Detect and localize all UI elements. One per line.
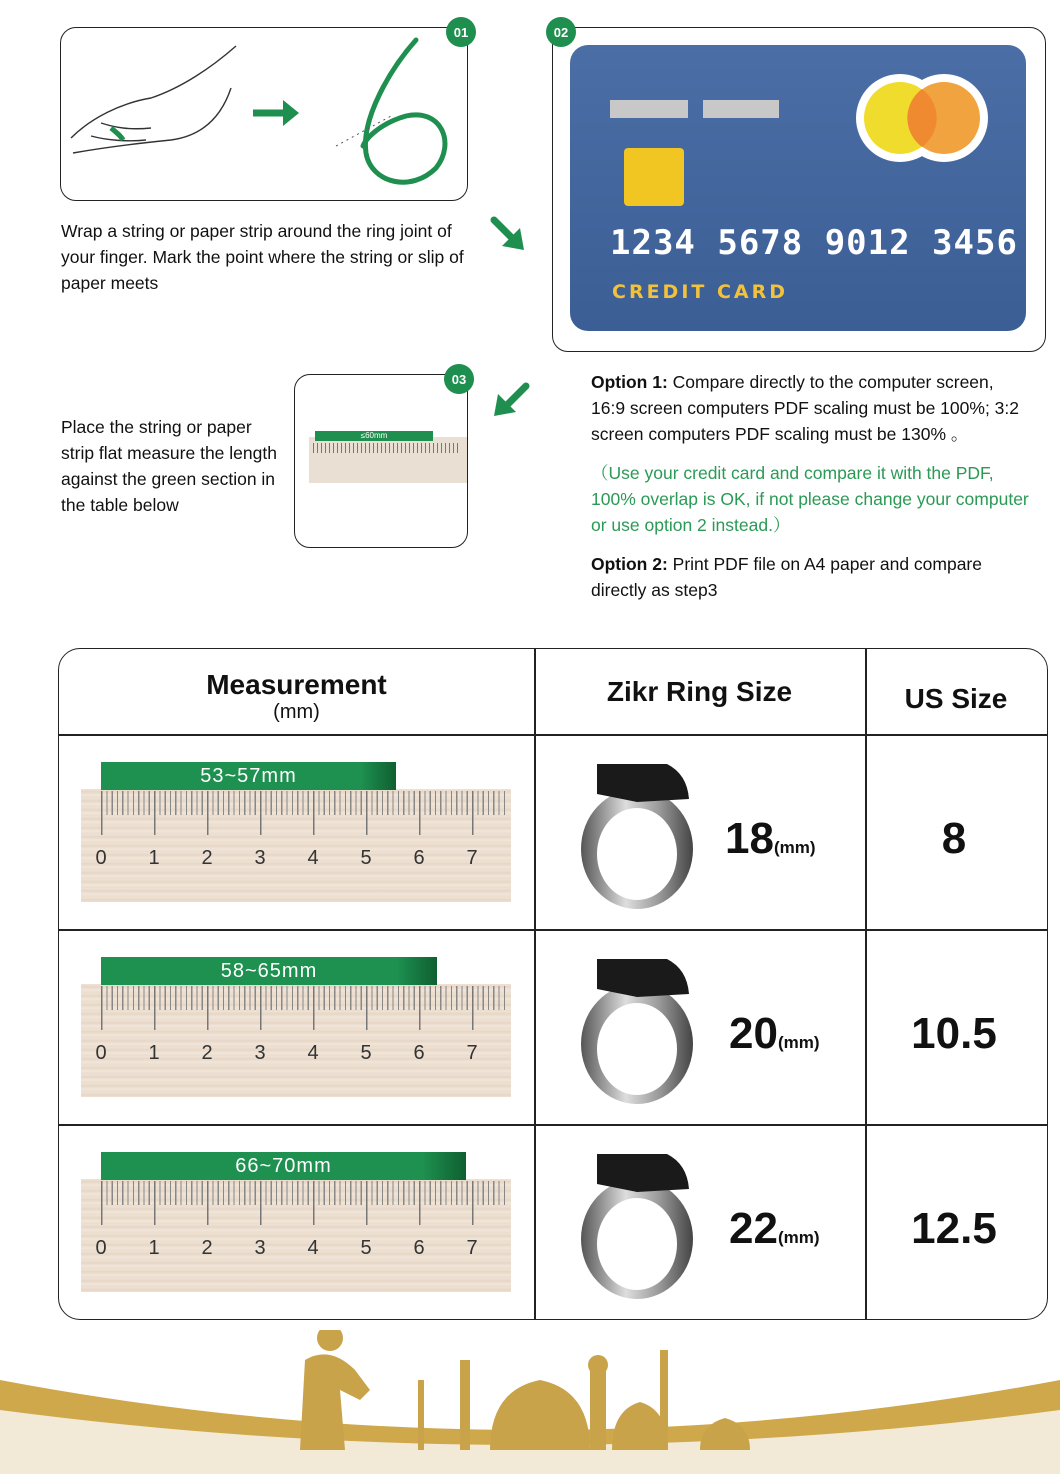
ruler-number: 5	[360, 1042, 372, 1064]
ruler-major-ticks	[101, 1181, 509, 1225]
ring-icon	[577, 1144, 707, 1304]
ruler-number: 0	[95, 1237, 107, 1259]
header-zikr-size: Zikr Ring Size	[606, 676, 793, 707]
zikr-ring-size	[729, 1009, 820, 1059]
option1-text: Compare directly to the computer screen, 16:9 screen computers PDF scaling must be 100%; 3:2 screen computers PDF scaling must be 130% 。	[591, 372, 1019, 444]
ruler-number: 5	[360, 847, 372, 869]
mini-ruler	[309, 431, 467, 483]
mini-green-bar: ≤60mm	[315, 431, 433, 441]
measurement-bar: 53~57mm	[101, 762, 396, 790]
ruler	[81, 957, 511, 1127]
ruler-number: 1	[148, 1042, 160, 1064]
header-us-size: US Size	[904, 683, 1008, 714]
card-logo-icon	[848, 70, 996, 170]
ruler-number: 1	[148, 1237, 160, 1259]
ruler-number: 0	[95, 1042, 107, 1064]
mosque-skyline-decoration	[0, 1330, 1060, 1474]
zikr-ring-size	[729, 1204, 820, 1254]
ring-icon	[577, 754, 707, 914]
arrow-down-right-icon	[488, 212, 532, 256]
header-measurement-unit: (mm)	[273, 701, 320, 723]
ring-icon	[577, 949, 707, 1109]
zikr-ring-size	[725, 814, 816, 864]
ruler-number: 1	[148, 847, 160, 869]
measurement-bar: 58~65mm	[101, 957, 437, 985]
step1-badge: 01	[446, 17, 476, 47]
step3-text: Place the string or paper strip flat measure the length against the green section in the table below	[61, 417, 277, 515]
option2-title: Option 2:	[591, 554, 668, 574]
ring-size-value: 20	[729, 1009, 778, 1058]
ruler-number: 3	[254, 1042, 266, 1064]
ring-size-value: 22	[729, 1204, 778, 1253]
ruler-wood	[81, 1179, 511, 1292]
ruler-number: 6	[413, 847, 425, 869]
us-size-value: 12.5	[911, 1204, 997, 1253]
option1-paragraph	[591, 369, 1031, 447]
card-number: 1234 5678 9012 3456	[610, 223, 1018, 263]
ruler-number: 4	[307, 1042, 319, 1064]
ring-size-unit: (mm)	[773, 838, 816, 857]
header-measurement: Measurement	[206, 669, 387, 700]
step2-badge: 02	[546, 17, 576, 47]
table-row	[59, 736, 1048, 929]
option1-title: Option 1:	[591, 372, 668, 392]
option2-paragraph	[591, 551, 1031, 603]
ruler-major-ticks	[101, 791, 509, 835]
ruler-number: 3	[254, 847, 266, 869]
step3-badge: 03	[444, 364, 474, 394]
size-table	[58, 648, 1048, 1320]
us-size-value: 8	[941, 814, 967, 863]
ruler-number: 6	[413, 1237, 425, 1259]
chip-icon	[624, 148, 684, 206]
ruler-number: 7	[466, 1042, 478, 1064]
ruler-number: 2	[201, 1237, 213, 1259]
table-row	[59, 931, 1048, 1124]
ruler	[81, 1152, 511, 1320]
ruler-wood	[81, 789, 511, 902]
step3-ruler-box	[294, 374, 468, 548]
ruler-number: 0	[95, 847, 107, 869]
option-note: （Use your credit card and compare it with the PDF, 100% overlap is OK, if not please change your computer or use option 2 instead.）	[591, 463, 1029, 535]
ruler-number: 3	[254, 1237, 266, 1259]
credit-card	[570, 45, 1026, 331]
step1-text: Wrap a string or paper strip around the ring joint of your finger. Mark the point where the string or slip of paper meets	[61, 221, 464, 293]
ruler-number: 4	[307, 1237, 319, 1259]
mini-ticks	[313, 443, 461, 453]
ruler-number: 7	[466, 847, 478, 869]
arrow-down-left-icon	[488, 380, 532, 424]
card-label: CREDIT CARD	[612, 281, 789, 303]
ruler-number: 2	[201, 847, 213, 869]
ring-size-unit: (mm)	[777, 1033, 820, 1052]
table-row	[59, 1126, 1048, 1319]
ring-size-value: 18	[725, 814, 774, 863]
ruler-major-ticks	[101, 986, 509, 1030]
measurement-bar: 66~70mm	[101, 1152, 466, 1180]
ruler-number: 7	[466, 1237, 478, 1259]
card-stripe-left	[610, 100, 688, 118]
option2-text: Print PDF file on A4 paper and compare directly as step3	[591, 554, 982, 600]
ruler	[81, 762, 511, 932]
us-size-value: 10.5	[911, 1009, 997, 1058]
ruler-number: 6	[413, 1042, 425, 1064]
ruler-number: 4	[307, 847, 319, 869]
card-stripe-right	[703, 100, 779, 118]
ruler-wood	[81, 984, 511, 1097]
step1-illustration-box	[60, 27, 468, 201]
hand-illustration	[61, 28, 467, 200]
ring-size-unit: (mm)	[777, 1228, 820, 1247]
ruler-number: 5	[360, 1237, 372, 1259]
ruler-number: 2	[201, 1042, 213, 1064]
